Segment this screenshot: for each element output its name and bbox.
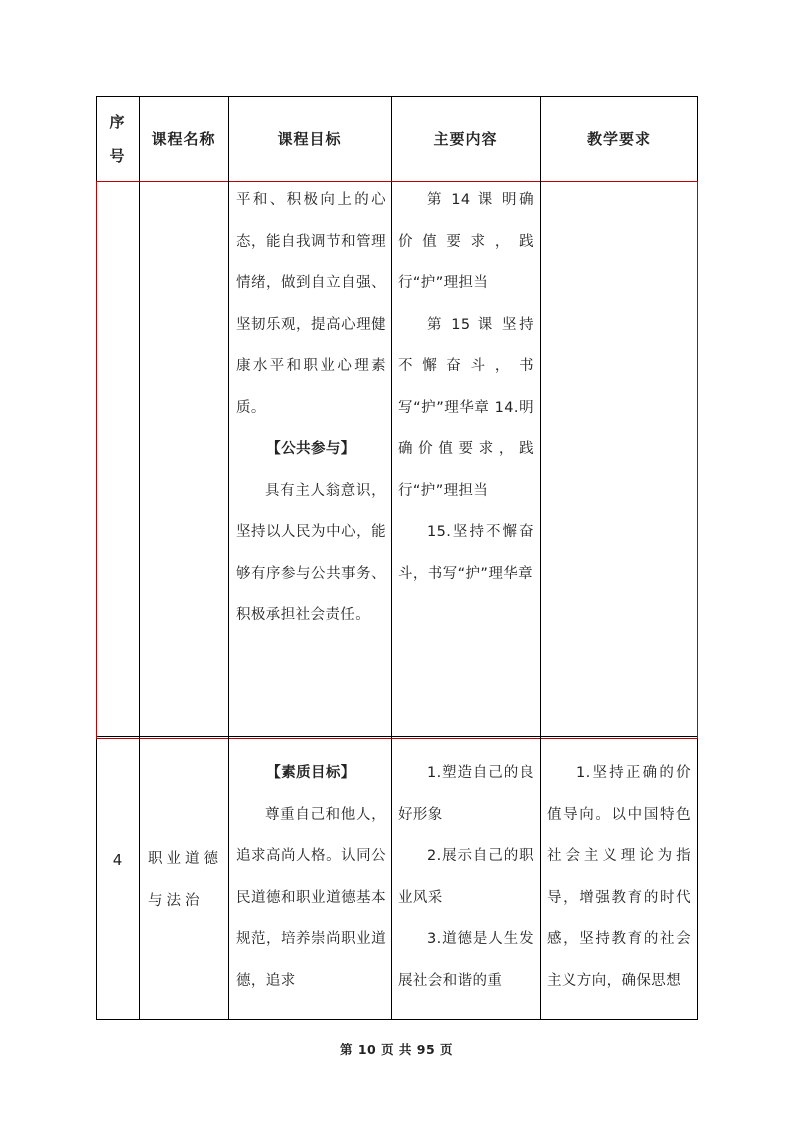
goal-heading-quality: 【素质目标】 bbox=[266, 765, 356, 781]
content-paragraph: 1.塑造自己的良好形象 bbox=[398, 765, 534, 823]
goal-paragraph: 具有主人翁意识，坚持以人民为中心，能够有序参与公共事务、积极承担社会责任。 bbox=[236, 482, 386, 623]
col-divider-3 bbox=[391, 96, 392, 1020]
row4-requirements-cell bbox=[547, 753, 691, 1002]
course-table bbox=[96, 96, 698, 1020]
header-seq bbox=[96, 96, 139, 181]
header-divider bbox=[96, 181, 698, 182]
row4-course-name: 职业道德与法治 bbox=[148, 851, 222, 909]
goal-paragraph: 平和、积极向上的心态，能自我调节和管理情绪，做到自立自强、坚韧乐观，提高心理健康水平和职业心理素质。 bbox=[236, 192, 386, 416]
row-right-red-edge bbox=[697, 181, 698, 738]
row-divider-bottom bbox=[96, 738, 698, 739]
content-paragraph: 3.道德是人生发展社会和谐的重 bbox=[398, 931, 534, 989]
page-footer: 第 10 页 共 95 页 bbox=[339, 1042, 454, 1057]
col-divider-2 bbox=[228, 96, 229, 1020]
col-divider-4 bbox=[540, 96, 541, 1020]
row4-content-cell bbox=[398, 753, 534, 1002]
content-paragraph: 第 14 课 明确价值要求，践行“护”理担当 bbox=[398, 192, 534, 291]
col-divider-1 bbox=[139, 96, 140, 1020]
prev-row-content-cell bbox=[398, 180, 534, 595]
row4-seq: 4 bbox=[112, 851, 123, 869]
requirements-paragraph: 1.坚持正确的价值导向。以中国特色社会主义理论为指导，增强教育的时代感，坚持教育的社会主义方向，确保思想 bbox=[547, 765, 691, 989]
header-seq-bottom: 号 bbox=[109, 146, 126, 165]
row-left-red-edge bbox=[96, 181, 97, 738]
goal-paragraph: 尊重自己和他人，追求高尚人格。认同公民道德和职业道德基本规范，培养崇尚职业道德，追求 bbox=[236, 806, 386, 989]
header-teaching-req: 教学要求 bbox=[586, 130, 651, 148]
content-paragraph: 第 15 课 坚持不懈奋斗，书写“护”理华章 14.明确价值要求，践行“护”理担当 bbox=[398, 316, 534, 499]
header-course-goal: 课程目标 bbox=[277, 130, 342, 148]
row4-goal-cell bbox=[236, 753, 386, 1002]
prev-row-goal-cell bbox=[236, 180, 386, 637]
content-paragraph: 2.展示自己的职业风采 bbox=[398, 848, 534, 906]
row-divider-top bbox=[96, 736, 698, 737]
content-paragraph: 15.坚持不懈奋斗，书写“护”理华章 bbox=[398, 524, 534, 582]
header-main-content: 主要内容 bbox=[433, 130, 498, 148]
goal-heading-public: 【公共参与】 bbox=[266, 441, 356, 457]
header-seq-top: 序 bbox=[109, 112, 126, 131]
header-course-name: 课程名称 bbox=[151, 130, 216, 148]
